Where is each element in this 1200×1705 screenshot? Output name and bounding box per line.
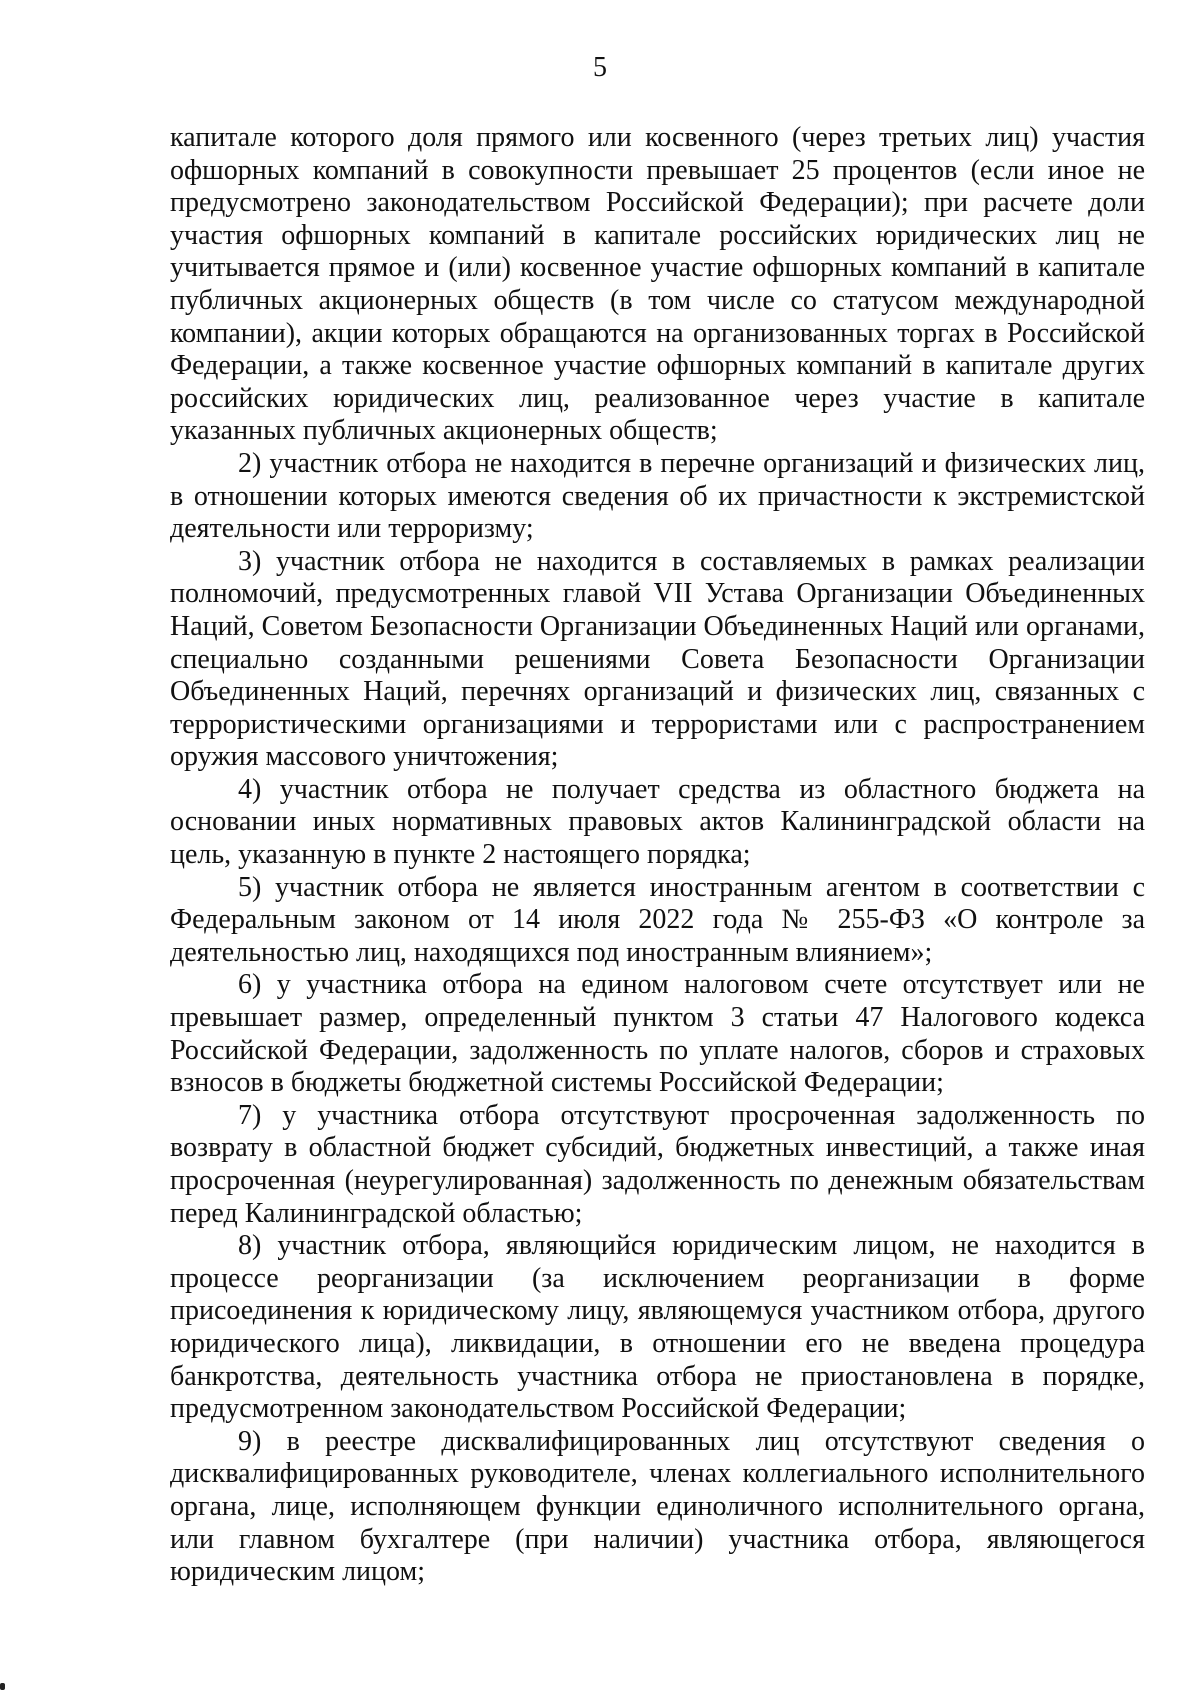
paragraph-item-8: 8) участник отбора, являющийся юридическим лицом, не находится в процессе реорганизации (за исключением реорганизации в форме присоединения к юридическому лицу, являющемуся участником отбора, другого юридического лица), ликвидации, в отношении его не введена процедура банкротства, деятельность участника отбора не приостановлена в порядке, предусмотренном законодательством Российской Федерации;	[170, 1230, 1145, 1425]
document-body	[170, 122, 1145, 1589]
paragraph-item-5: 5) участник отбора не является иностранным агентом в соответствии с Федеральным законом от 14 июля 2022 года № 255-ФЗ «О контроле за деятельностью лиц, находящихся под иностранным влиянием»;	[170, 871, 1145, 968]
paragraph-item-6: 6) у участника отбора на едином налоговом счете отсутствует или не превышает размер, определенный пунктом 3 статьи 47 Налогового кодекса Российской Федерации, задолженность по уплате налогов, сборов и страховых взносов в бюджеты бюджетной системы Российской Федерации;	[170, 969, 1145, 1099]
paragraph-item-4: 4) участник отбора не получает средства из областного бюджета на основании иных нормативных правовых актов Калининградской области на цель, указанную в пункте 2 настоящего порядка;	[170, 773, 1145, 871]
paragraph-item-3: 3) участник отбора не находится в составляемых в рамках реализации полномочий, предусмотренных главой VII Устава Организации Объединенных Наций, Советом Безопасности Организации Объединенных Наций или органами, специально созданными решениями Совета Безопасности Организации Объединенных Наций, перечнях организаций и физических лиц, связанных с террористическими организациями и террористами или с распространением оружия массового уничтожения;	[170, 545, 1145, 773]
paragraph-continuation: капитале которого доля прямого или косвенного (через третьих лиц) участия офшорных компаний в совокупности превышает 25 процентов (если иное не предусмотрено законодательством Российской Федерации); при расчете доли участия офшорных компаний в капитале российских юридических лиц не учитывается прямое и (или) косвенное участие офшорных компаний в капитале публичных акционерных обществ (в том числе со статусом международной компании), акции которых обращаются на организованных торгах в Российской Федерации, а также косвенное участие офшорных компаний в капитале других российских юридических лиц, реализованное через участие в капитале указанных публичных акционерных обществ;	[170, 122, 1145, 447]
paragraph-item-7: 7) у участника отбора отсутствуют просроченная задолженность по возврату в областной бюджет субсидий, бюджетных инвестиций, а также иная просроченная (неурегулированная) задолженность по денежным обязательствам перед Калининградской областью;	[170, 1099, 1145, 1229]
paragraph-item-9: 9) в реестре дисквалифицированных лиц отсутствуют сведения о дисквалифицированных руководителе, членах коллегиального исполнительного органа, лице, исполняющем функции единоличного исполнительного органа, или главном бухгалтере (при наличии) участника отбора, являющегося юридическим лицом;	[170, 1425, 1145, 1588]
page-number: 5	[593, 52, 607, 83]
paragraph-item-2: 2) участник отбора не находится в перечне организаций и физических лиц, в отношении которых имеются сведения об их причастности к экстремистской деятельности или терроризму;	[170, 447, 1145, 545]
scan-edge-mark	[0, 1683, 5, 1690]
